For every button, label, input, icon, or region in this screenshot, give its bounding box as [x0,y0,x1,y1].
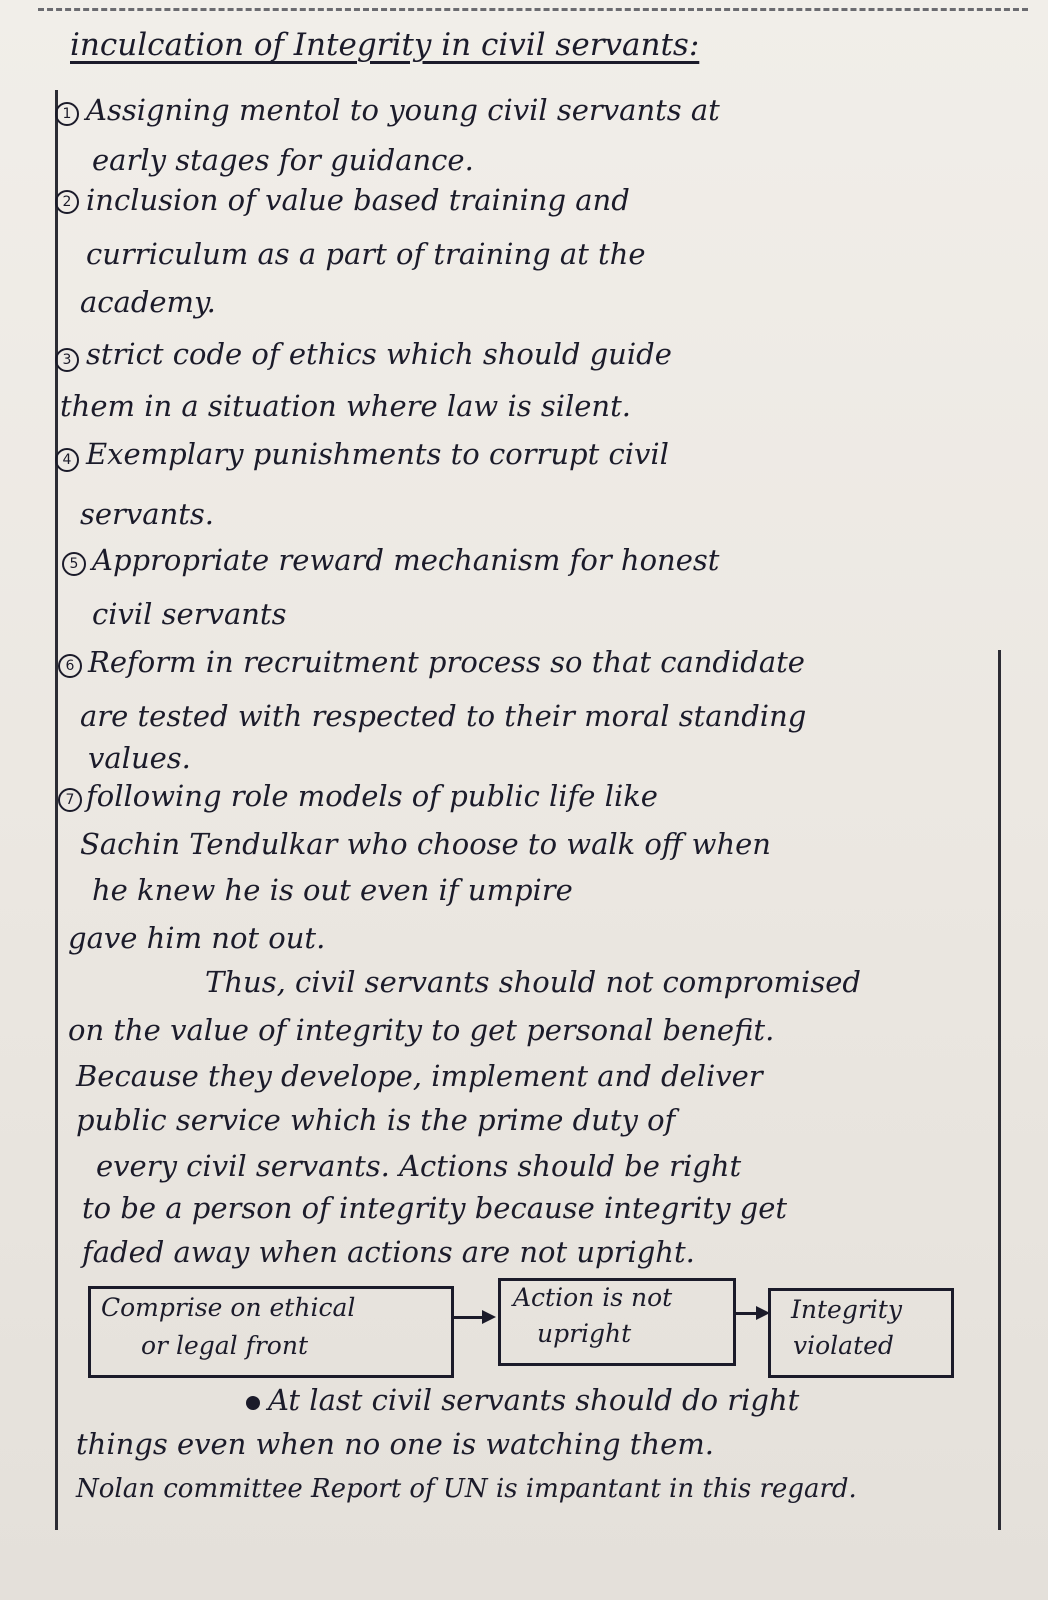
conclusion-line-7: faded away when actions are not upright. [82,1235,695,1269]
flow-box-action [498,1278,736,1366]
point-4-line-1: Exemplary punishments to corrupt civil [86,437,669,471]
point-7-line-1: following role models of public life like [86,779,658,813]
point-7-line-3: he knew he is out even if umpire [92,873,573,907]
flow-box-compromise-line-2: or legal front [141,1331,308,1360]
point-1-line-1: Assigning mentol to young civil servants at [86,93,720,127]
final-bullet [246,1396,260,1410]
flow-box-integrity-line-1: Integrity [791,1295,902,1324]
final-line-3: Nolan committee Report of UN is impantant in this regard. [76,1474,857,1504]
conclusion-line-5: every civil servants. Actions should be right [96,1149,742,1183]
conclusion-line-6: to be a person of integrity because integrity get [82,1191,788,1225]
flow-box-integrity [768,1288,954,1378]
point-7-line-2: Sachin Tendulkar who choose to walk off when [80,827,771,861]
point-2-line-3: academy. [80,285,216,319]
point-6-line-3: values. [88,741,191,775]
point-6-number: 6 [58,654,82,678]
final-line-1: At last civil servants should do right [268,1383,800,1417]
conclusion-line-1: Thus, civil servants should not compromised [205,965,861,999]
flow-arrow-1 [452,1316,492,1319]
point-5-line-1: Appropriate reward mechanism for honest [92,543,720,577]
point-6-line-2: are tested with respected to their moral standing [80,699,807,733]
right-margin-line [998,650,1001,1530]
flow-box-compromise-line-1: Comprise on ethical [101,1293,356,1322]
point-6-line-1: Reform in recruitment process so that candidate [88,645,805,679]
point-7-number: 7 [58,788,82,812]
point-4-line-2: servants. [80,497,215,531]
point-5-line-2: civil servants [92,597,287,631]
flow-box-compromise [88,1286,454,1378]
point-3-line-1: strict code of ethics which should guide [86,337,672,371]
final-line-2: things even when no one is watching them. [76,1427,714,1461]
point-7-line-4: gave him not out. [68,921,326,955]
conclusion-line-4: public service which is the prime duty of [76,1103,676,1137]
point-2-line-1: inclusion of value based training and [86,183,630,217]
point-2-number: 2 [55,190,79,214]
flow-box-action-line-2: upright [537,1319,632,1348]
flow-box-action-line-1: Action is not [513,1283,673,1312]
point-1-line-2: early stages for guidance. [92,143,474,177]
left-margin-line [55,90,58,1530]
point-1-number: 1 [55,102,79,126]
perforated-edge [38,8,1028,11]
point-5-number: 5 [62,552,86,576]
page-title: inculcation of Integrity in civil servants: [70,27,700,63]
conclusion-line-2: on the value of integrity to get personal benefit. [68,1013,775,1047]
conclusion-line-3: Because they develope, implement and deliver [76,1059,763,1093]
flow-box-integrity-line-2: violated [793,1331,894,1360]
point-4-number: 4 [55,448,79,472]
point-3-line-2: them in a situation where law is silent. [60,389,631,423]
flow-arrow-2 [734,1312,766,1315]
point-2-line-2: curriculum as a part of training at the [86,237,646,271]
point-3-number: 3 [55,348,79,372]
